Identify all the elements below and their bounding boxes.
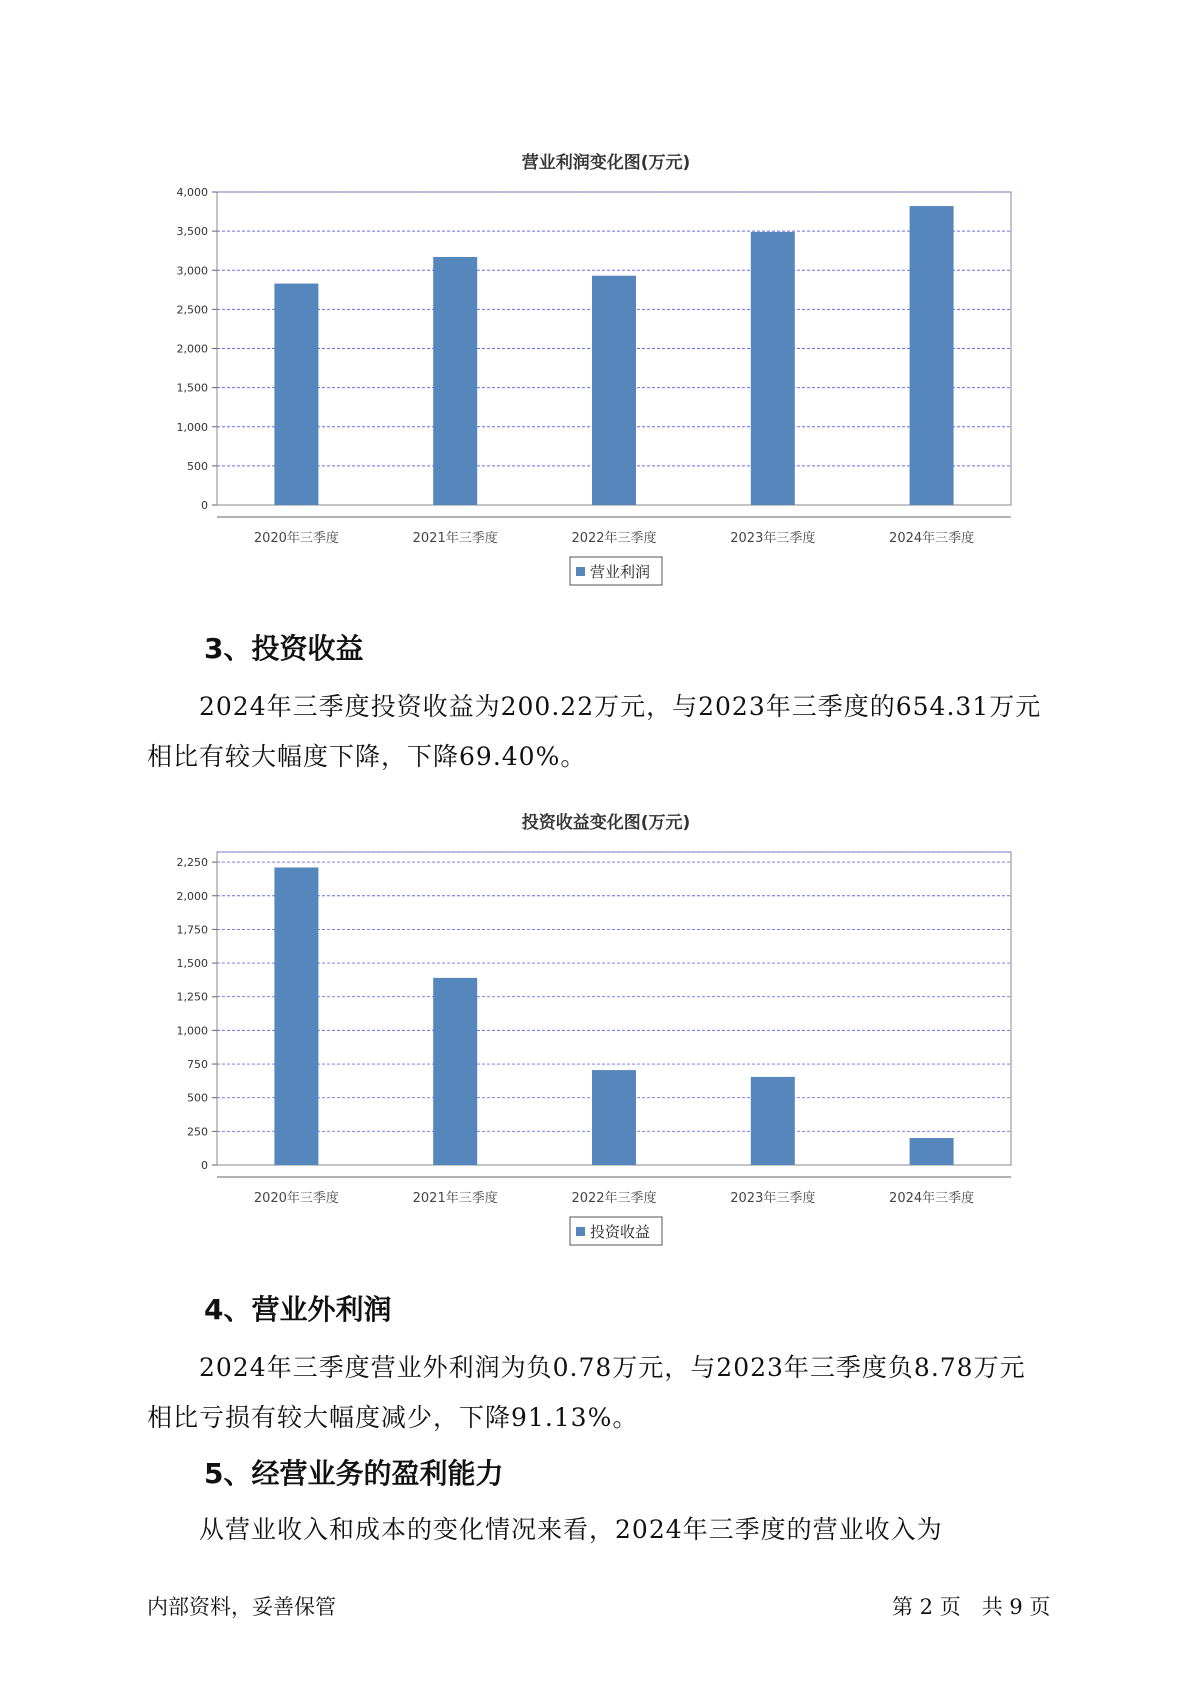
legend-swatch <box>576 1227 585 1236</box>
y-tick-label: 0 <box>201 499 208 512</box>
y-tick-label: 250 <box>187 1125 208 1139</box>
x-tick-label: 2023年三季度 <box>730 531 816 546</box>
investment-income-chart-svg <box>0 800 1191 1260</box>
chart-title: 投资收益变化图(万元) <box>521 813 691 833</box>
section-4-line-1: 2024年三季度营业外利润为负0.78万元，与2023年三季度负8.78万元 <box>199 1353 1026 1382</box>
section-3-paragraph <box>147 682 1047 782</box>
y-tick-label: 1,250 <box>176 990 208 1004</box>
bar <box>751 1077 795 1165</box>
y-tick-label: 2,000 <box>176 889 208 903</box>
investment-income-chart <box>0 800 1191 1260</box>
legend-label: 营业利润 <box>590 563 651 581</box>
section-5-paragraph <box>147 1505 1047 1555</box>
y-tick-label: 3,500 <box>176 225 208 239</box>
bar <box>274 284 318 505</box>
footer-page-number: 第 2 页 共 9 页 <box>892 1595 1051 1619</box>
x-tick-label: 2024年三季度 <box>889 531 975 546</box>
section-4-line-2: 相比亏损有较大幅度减少，下降91.13%。 <box>147 1403 639 1432</box>
x-tick-label: 2024年三季度 <box>889 1191 975 1206</box>
chart-title: 营业利润变化图(万元) <box>521 153 691 173</box>
y-tick-label: 0 <box>201 1159 208 1172</box>
x-tick-label: 2020年三季度 <box>253 1191 339 1206</box>
bar <box>433 978 477 1165</box>
bar <box>592 276 636 505</box>
y-tick-label: 2,000 <box>176 342 208 356</box>
y-tick-label: 2,250 <box>176 856 208 870</box>
x-tick-label: 2023年三季度 <box>730 1191 816 1206</box>
y-tick-label: 1,500 <box>176 957 208 971</box>
section-5-heading: 5、经营业务的盈利能力 <box>204 1457 504 1490</box>
bar <box>433 257 477 505</box>
y-tick-label: 1,500 <box>176 381 208 395</box>
y-tick-label: 1,750 <box>176 923 208 937</box>
y-tick-label: 500 <box>187 459 208 473</box>
legend-label: 投资收益 <box>590 1223 651 1241</box>
bar <box>592 1070 636 1165</box>
y-tick-label: 1,000 <box>176 420 208 434</box>
x-tick-label: 2021年三季度 <box>412 1191 498 1206</box>
operating-profit-chart-svg <box>0 140 1191 600</box>
footer-confidential-note: 内部资料，妥善保管 <box>147 1595 336 1619</box>
x-tick-label: 2020年三季度 <box>253 531 339 546</box>
section-4-heading: 4、营业外利润 <box>204 1293 392 1326</box>
x-tick-label: 2022年三季度 <box>571 1191 657 1206</box>
section-5-line-1: 从营业收入和成本的变化情况来看，2024年三季度的营业收入为 <box>199 1515 943 1544</box>
y-tick-label: 4,000 <box>176 186 208 199</box>
x-tick-label: 2022年三季度 <box>571 531 657 546</box>
section-3-line-2: 相比有较大幅度下降，下降69.40%。 <box>147 742 587 771</box>
y-tick-label: 3,000 <box>176 264 208 278</box>
bar <box>910 206 954 505</box>
section-3-line-1: 2024年三季度投资收益为200.22万元，与2023年三季度的654.31万元 <box>199 692 1042 721</box>
bar <box>274 867 318 1165</box>
bar <box>751 232 795 505</box>
y-tick-label: 2,500 <box>176 303 208 317</box>
operating-profit-chart <box>0 140 1191 600</box>
y-tick-label: 750 <box>187 1058 208 1072</box>
y-tick-label: 500 <box>187 1091 208 1105</box>
section-4-paragraph <box>147 1343 1047 1443</box>
y-tick-label: 1,000 <box>176 1024 208 1038</box>
x-tick-label: 2021年三季度 <box>412 531 498 546</box>
section-3-heading: 3、投资收益 <box>204 632 364 665</box>
legend-swatch <box>576 567 585 576</box>
bar <box>910 1138 954 1165</box>
